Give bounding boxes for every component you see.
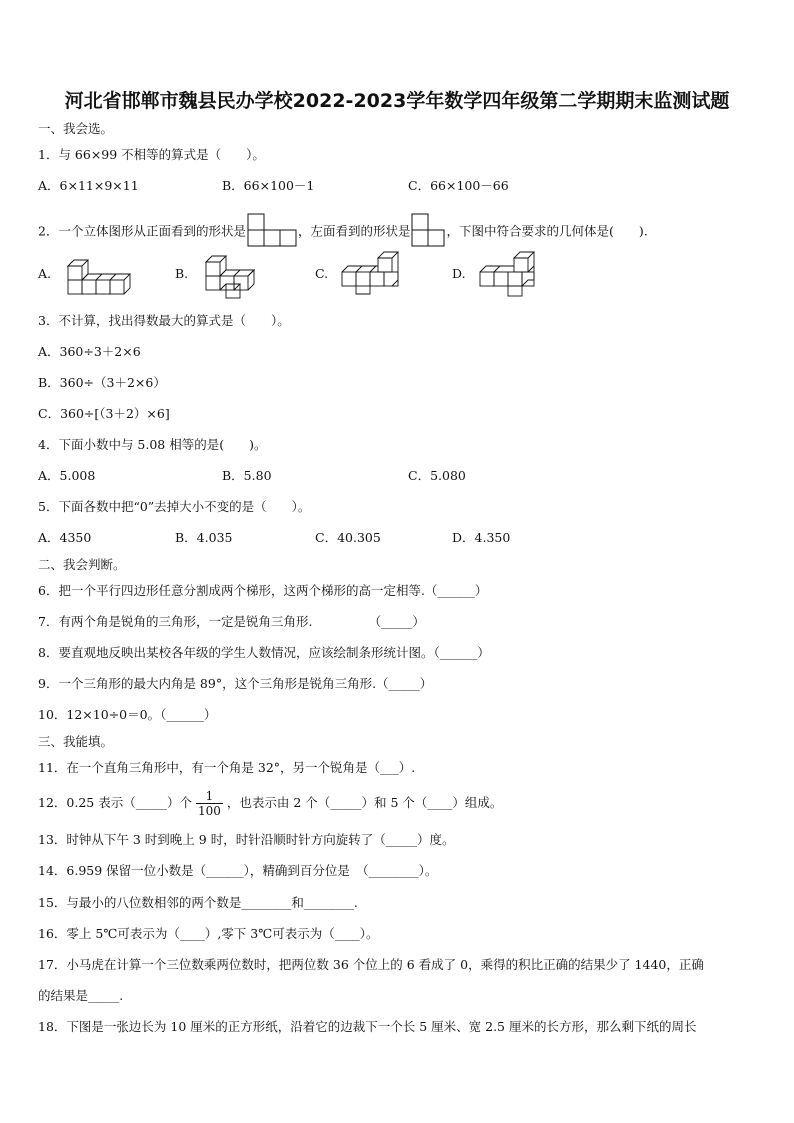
question-11: 11．在一个直角三角形中，有一个角是 32°，另一个锐角是（___）. <box>38 760 416 775</box>
question-15: 15．与最小的八位数相邻的两个数是________和________. <box>38 895 358 910</box>
q2-text-front: 2．一个立体图形从正面看到的形状是 <box>38 223 246 239</box>
question-18: 18．下图是一张边长为 10 厘米的正方形纸，沿着它的边裁下一个长 5 厘米、宽 2.5 厘米的长方形，那么剩下纸的周长 <box>38 1019 697 1034</box>
q4-option-a: A．5.008 <box>38 468 96 483</box>
q2-option-b-label: B. <box>175 266 189 281</box>
q2-option-a-label: A. <box>38 266 52 281</box>
q2-option-b-figure <box>200 252 270 304</box>
q3-option-a: A．360÷3＋2×6 <box>38 344 141 359</box>
q3-option-b: B．360÷（3＋2×6） <box>38 375 166 390</box>
section-heading-choice: 一、我会选。 <box>38 121 114 136</box>
question-10: 10．12×10÷0＝0。（______） <box>38 707 217 722</box>
question-17-line-1: 17．小马虎在计算一个三位数乘两位数时，把两位数 36 个位上的 6 看成了 0，乘得的积比正确的结果少了 1440，正确 <box>38 957 704 972</box>
q5-option-a: A．4350 <box>38 530 92 545</box>
q4-option-b: B．5.80 <box>222 468 272 483</box>
question-14: 14．6.959 保留一位小数是（______），精确到百分位是 （________）。 <box>38 863 438 878</box>
question-2 <box>38 213 648 251</box>
q2-option-d-figure <box>478 250 544 302</box>
front-view-figure <box>247 213 297 251</box>
q12-text-start: 12．0.25 表示（_____）个 <box>38 795 192 810</box>
question-1: 1．与 66×99 不相等的算式是（ ）。 <box>38 147 265 162</box>
q2-text-end: ，下图中符合要求的几何体是( ). <box>446 223 648 239</box>
question-5: 5．下面各数中把“0”去掉大小不变的是（ ）。 <box>38 499 311 514</box>
q2-option-a-figure <box>64 252 134 300</box>
question-13: 13．时钟从下午 3 时到晚上 9 时，时针沿顺时针方向旋转了（_____）度。 <box>38 832 455 847</box>
q12-text-end: ，也表示由 2 个（_____）和 5 个（____）组成。 <box>226 795 503 810</box>
fraction-denominator: 100 <box>197 804 221 818</box>
q1-option-b: B．66×100－1 <box>222 178 315 193</box>
q2-option-c-label: C. <box>315 266 329 281</box>
fraction-numerator: 1 <box>196 789 223 804</box>
left-view-figure <box>411 213 445 251</box>
q2-text-left: ，左面看到的形状是 <box>297 223 411 239</box>
q1-option-c: C．66×100－66 <box>408 178 509 193</box>
fraction-one-hundredth <box>196 789 223 818</box>
question-12 <box>38 789 502 818</box>
question-4: 4．下面小数中与 5.08 相等的是( )。 <box>38 437 267 452</box>
q5-option-c: C．40.305 <box>315 530 381 545</box>
question-6: 6．把一个平行四边形任意分割成两个梯形，这两个梯形的高一定相等.（______） <box>38 583 488 598</box>
q5-option-b: B．4.035 <box>175 530 233 545</box>
q5-option-d: D．4.350 <box>452 530 511 545</box>
question-9: 9．一个三角形的最大内角是 89°，这个三角形是锐角三角形.（_____） <box>38 676 433 691</box>
page-title: 河北省邯郸市魏县民办学校2022-2023学年数学四年级第二学期期末监测试题 <box>64 90 730 112</box>
q1-option-a: A．6×11×9×11 <box>38 178 139 193</box>
question-3: 3．不计算，找出得数最大的算式是（ ）。 <box>38 313 290 328</box>
question-8: 8．要直观地反映出某校各年级的学生人数情况，应该绘制条形统计图。（______） <box>38 645 490 660</box>
q4-option-c: C．5.080 <box>408 468 466 483</box>
q3-option-c: C．360÷[（3＋2）×6] <box>38 406 170 421</box>
question-7: 7．有两个角是锐角的三角形，一定是锐角三角形. （_____） <box>38 614 425 629</box>
question-16: 16．零上 5℃可表示为（____）,零下 3℃可表示为（____）。 <box>38 926 379 941</box>
q2-option-c-figure <box>340 250 406 302</box>
section-heading-judge: 二、我会判断。 <box>38 557 126 572</box>
question-17-line-2: 的结果是_____. <box>38 988 124 1003</box>
q2-option-d-label: D. <box>452 266 466 281</box>
section-heading-fill: 三、我能填。 <box>38 734 114 749</box>
